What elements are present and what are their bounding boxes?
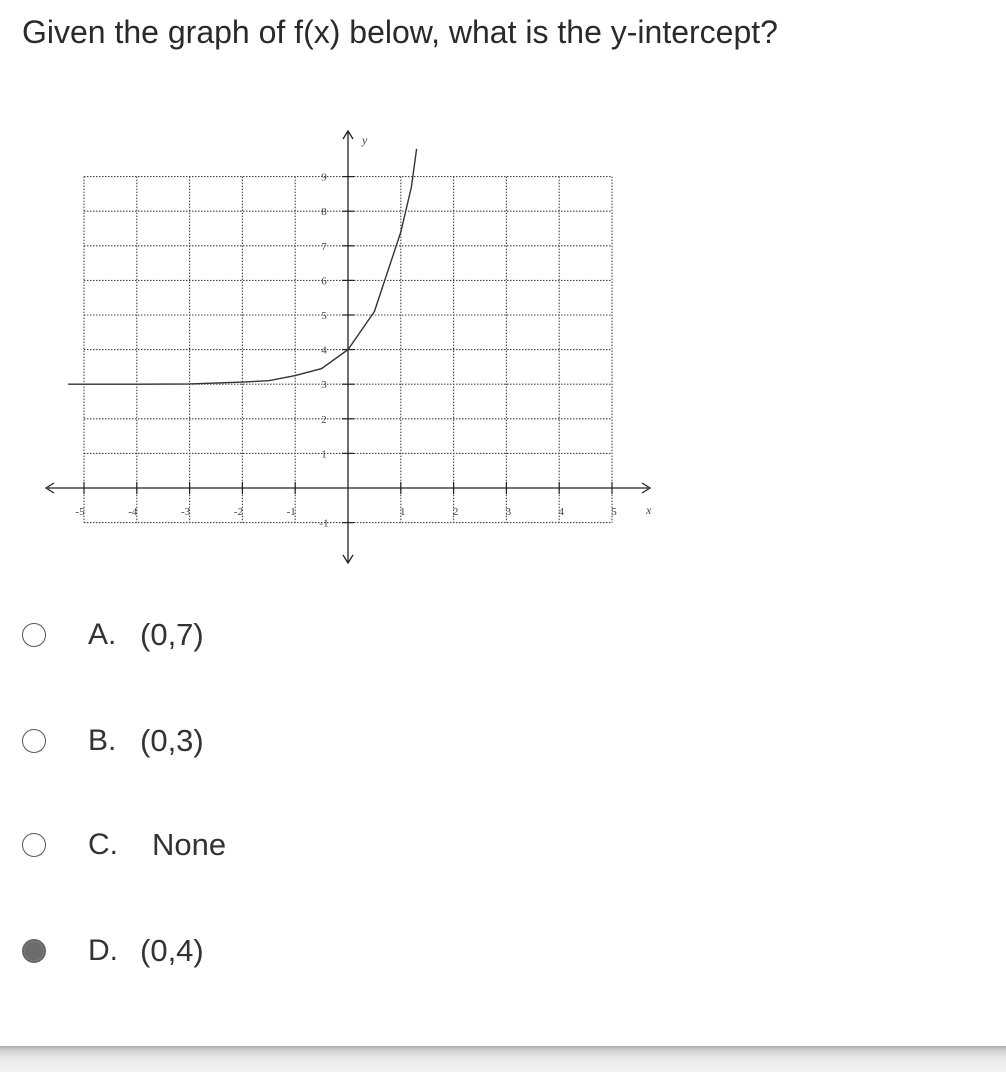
y-tick-label: 5 (321, 310, 327, 322)
choice-a-letter: A. (88, 618, 117, 651)
y-tick-label: 2 (321, 413, 327, 426)
radio-button-b[interactable] (22, 729, 46, 753)
question-text: Given the graph of f(x) below, what is the y-intercept? (22, 14, 778, 50)
choice-d-value: (0,4) (140, 933, 204, 968)
y-tick-label: 9 (321, 171, 327, 184)
tick-labels (75, 133, 652, 530)
y-tick-label: 1 (321, 448, 327, 461)
choice-a-value: (0,7) (140, 617, 204, 652)
x-tick-label: 5 (611, 506, 617, 518)
x-axis-label: x (646, 503, 652, 517)
choice-b-value: (0,3) (140, 723, 204, 758)
x-tick-label: -5 (75, 506, 85, 518)
x-tick-label: -1 (286, 506, 296, 518)
y-tick-label: 3 (321, 379, 327, 392)
choice-b[interactable] (22, 716, 204, 766)
x-tick-label: 1 (400, 506, 406, 518)
choice-c-value: None (152, 827, 227, 862)
bottom-divider-bar (0, 1046, 1006, 1072)
x-tick-label: 2 (452, 506, 459, 518)
radio-button-a[interactable] (22, 623, 46, 647)
x-tick-label: -3 (181, 506, 191, 518)
radio-button-c[interactable] (22, 833, 46, 857)
choice-a[interactable] (22, 610, 204, 660)
y-tick-label: -1 (319, 517, 329, 530)
choice-d-letter: D. (88, 934, 118, 967)
graph-svg (40, 122, 670, 572)
x-tick-label: 4 (558, 506, 564, 518)
y-tick-label: 4 (321, 344, 327, 357)
x-tick-label: 3 (505, 506, 512, 518)
y-tick-label: 6 (321, 275, 327, 288)
radio-button-d[interactable] (22, 939, 46, 963)
function-graph (40, 122, 670, 572)
y-tick-label: 8 (321, 206, 327, 219)
choice-d[interactable] (22, 926, 204, 976)
y-axis-label: y (362, 133, 368, 147)
x-tick-label: -2 (233, 506, 243, 518)
choice-c[interactable] (22, 820, 227, 870)
x-tick-label: -4 (128, 506, 138, 518)
choice-b-letter: B. (88, 724, 117, 757)
choice-c-letter: C. (88, 828, 118, 861)
y-tick-label: 7 (321, 240, 327, 253)
